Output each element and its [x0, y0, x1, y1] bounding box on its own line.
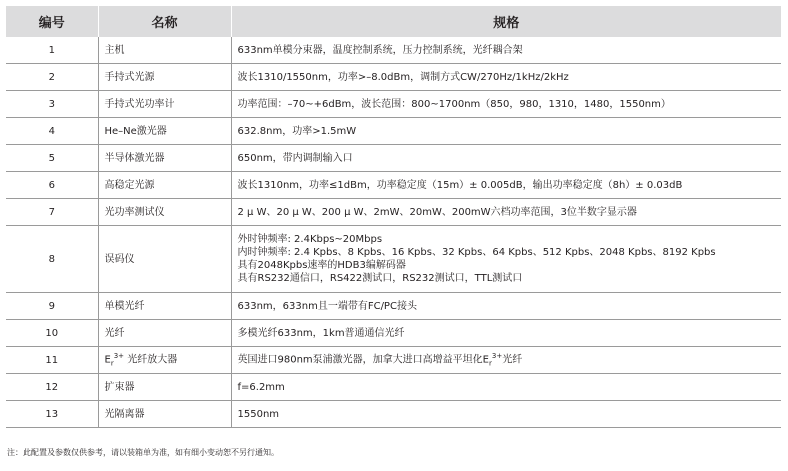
spec-line: 650nm，带内调制输入口 — [237, 152, 353, 164]
row-number: 1 — [6, 37, 98, 64]
row-name: 误码仪 — [98, 226, 231, 293]
row-name — [98, 347, 231, 374]
spec-line: 633nm单模分束器，温度控制系统，压力控制系统，光纤耦合架 — [237, 44, 523, 56]
spec-line: 632.8nm，功率>1.5mW — [237, 125, 357, 137]
spec-line: 英国进口980nm泵浦激光器，加拿大进口高增益平坦化 — [237, 354, 483, 366]
row-spec — [231, 145, 781, 172]
header-no: 编号 — [6, 6, 98, 37]
row-number: 7 — [6, 199, 98, 226]
row-number: 12 — [6, 374, 98, 401]
spec-tail: 光纤 — [502, 354, 523, 366]
table-row — [6, 320, 781, 347]
spec-line: 633nm，633nm且一端带有FC/PC接头 — [237, 300, 417, 312]
row-number: 6 — [6, 172, 98, 199]
header-row — [6, 6, 781, 37]
spec-er-subscript: r — [489, 359, 492, 368]
spec-line: 2 μ W、20 μ W、200 μ W、2mW、20mW、200mW六档功率范围，3位半数字显示器 — [237, 206, 637, 218]
table-row — [6, 347, 781, 374]
spec-rows — [6, 37, 781, 428]
row-number: 11 — [6, 347, 98, 374]
row-number: 10 — [6, 320, 98, 347]
row-name: 光纤 — [98, 320, 231, 347]
spec-line: 1550nm — [237, 408, 280, 420]
spec-er-superscript: 3+ — [491, 351, 503, 360]
spec-line: 波长1310/1550nm，功率>–8.0dBm，调制方式CW/270Hz/1kHz/2kHz — [237, 71, 569, 83]
table-row — [6, 172, 781, 199]
row-spec — [231, 374, 781, 401]
spec-line: 多模光纤633nm，1km普通通信光纤 — [237, 327, 405, 339]
table-row — [6, 145, 781, 172]
row-number: 13 — [6, 401, 98, 428]
row-name: 扩束器 — [98, 374, 231, 401]
table-row — [6, 293, 781, 320]
row-number: 8 — [6, 226, 98, 293]
spec-line: 具有RS232通信口，RS422测试口，RS232测试口，TTL测试口 — [237, 273, 523, 284]
table-row — [6, 401, 781, 428]
header-name: 名称 — [98, 6, 231, 37]
table-row — [6, 37, 781, 64]
row-number: 4 — [6, 118, 98, 145]
table-row — [6, 118, 781, 145]
row-spec — [231, 172, 781, 199]
row-name: 单模光纤 — [98, 293, 231, 320]
row-spec — [231, 199, 781, 226]
row-number: 9 — [6, 293, 98, 320]
row-spec — [231, 320, 781, 347]
row-number: 3 — [6, 91, 98, 118]
row-spec — [231, 64, 781, 91]
table-row — [6, 91, 781, 118]
spec-line: 波长1310nm，功率≤1dBm，功率稳定度（15m）± 0.005dB，输出功率稳定度（8h）± 0.03dB — [237, 179, 683, 191]
row-spec — [231, 118, 781, 145]
spec-line: 具有2048Kpbs速率的HDB3编解码器 — [237, 260, 406, 271]
header-spec: 规格 — [231, 6, 781, 37]
row-number: 5 — [6, 145, 98, 172]
name-superscript: 3+ — [113, 351, 125, 360]
spec-line: 功率范围：–70~+6dBm，波长范围：800~1700nm（850，980，1310，1480，1550nm） — [237, 98, 671, 110]
spec-line: f=6.2mm — [237, 381, 285, 393]
row-number: 2 — [6, 64, 98, 91]
row-name: He–Ne激光器 — [98, 118, 231, 145]
table-row — [6, 199, 781, 226]
spec-line: 内时钟频率: 2.4 Kpbs、8 Kpbs、16 Kpbs、32 Kpbs、64 Kpbs、512 Kpbs、2048 Kpbs、8192 Kpbs — [237, 247, 716, 258]
row-name: 光功率测试仪 — [98, 199, 231, 226]
row-name: 主机 — [98, 37, 231, 64]
footnote: 注：此配置及参数仅供参考，请以装箱单为准，如有细小变动恕不另行通知。 — [7, 448, 279, 457]
row-spec — [231, 347, 781, 374]
row-spec — [231, 91, 781, 118]
table-row — [6, 64, 781, 91]
table-row — [6, 226, 781, 293]
row-name: 手持式光功率计 — [98, 91, 231, 118]
spec-line: 外时钟频率: 2.4Kbps~20Mbps — [237, 234, 383, 245]
name-text: 光纤放大器 — [127, 354, 178, 366]
row-spec — [231, 293, 781, 320]
spec-table — [6, 6, 781, 428]
row-name: 高稳定光源 — [98, 172, 231, 199]
name-prefix: E — [104, 354, 111, 366]
spec-er-prefix: E — [482, 354, 489, 366]
row-name: 光隔离器 — [98, 401, 231, 428]
name-subscript: r — [110, 359, 114, 368]
row-spec — [231, 226, 781, 293]
row-spec — [231, 37, 781, 64]
table-row — [6, 374, 781, 401]
row-name: 半导体激光器 — [98, 145, 231, 172]
row-spec — [231, 401, 781, 428]
row-name: 手持式光源 — [98, 64, 231, 91]
